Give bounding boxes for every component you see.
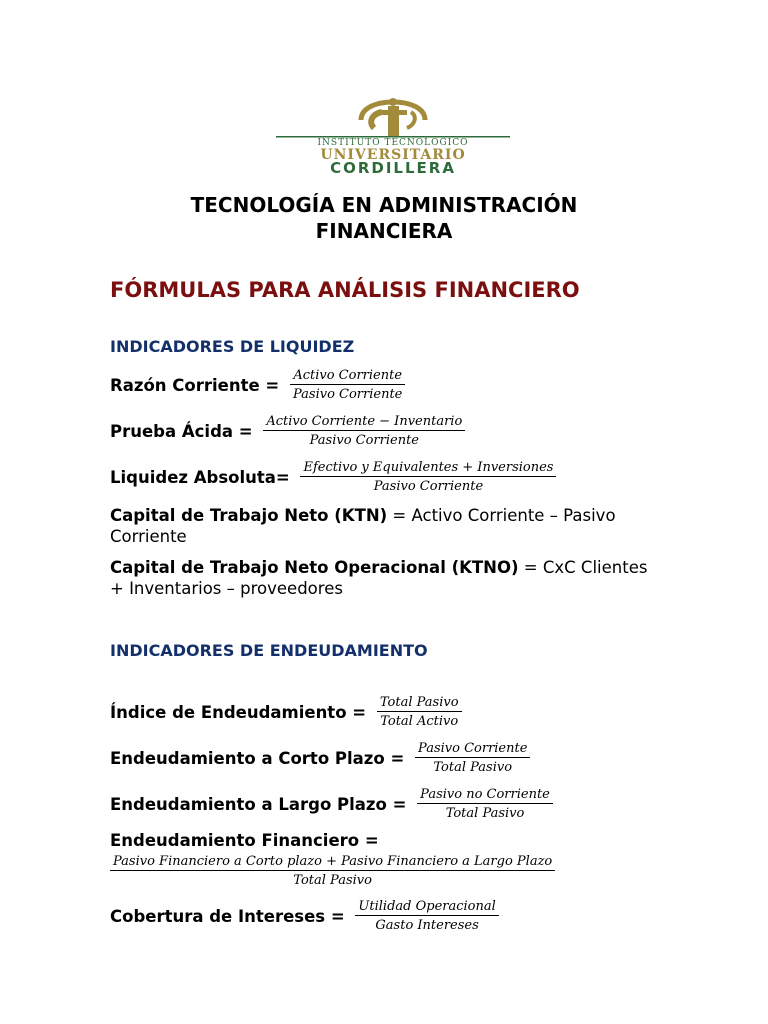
formula-text: = Activo Corriente – Pasivo Corriente: [110, 506, 616, 546]
denominator: Total Pasivo: [293, 873, 372, 888]
fraction: [417, 787, 553, 821]
fraction: [377, 695, 462, 729]
formula-label: Endeudamiento Financiero =: [110, 831, 379, 850]
document-title: [110, 192, 658, 244]
numerator: Activo Corriente − Inventario: [263, 414, 465, 431]
formula-prueba-acida: [110, 414, 465, 448]
formula-razon-corriente: [110, 368, 405, 402]
formula-liquidez-absoluta: [110, 460, 556, 494]
numerator: Pasivo Financiero a Corto plazo + Pasivo Financiero a Largo Plazo: [110, 854, 555, 871]
numerator: Pasivo no Corriente: [417, 787, 553, 804]
title-line-1: TECNOLOGÍA EN ADMINISTRACIÓN: [190, 193, 578, 217]
formula-label: Razón Corriente =: [110, 375, 285, 395]
fraction: [300, 460, 556, 494]
denominator: Total Pasivo: [433, 760, 513, 775]
debt-section-heading: INDICADORES DE ENDEUDAMIENTO: [110, 641, 428, 660]
logo-line-1: INSTITUTO TECNOLÓGICO: [317, 138, 469, 148]
formula-label: Capital de Trabajo Neto Operacional (KTNO): [110, 558, 519, 577]
logo-line-2: UNIVERSITARIO: [320, 147, 466, 163]
institute-logo: [276, 98, 510, 176]
numerator: Efectivo y Equivalentes + Inversiones: [300, 460, 556, 477]
numerator: Utilidad Operacional: [355, 899, 498, 916]
denominator: Total Pasivo: [445, 806, 525, 821]
liquidity-section-heading: INDICADORES DE LIQUIDEZ: [110, 337, 355, 356]
main-heading: FÓRMULAS PARA ANÁLISIS FINANCIERO: [110, 278, 580, 302]
fraction: [110, 854, 555, 888]
numerator: Activo Corriente: [290, 368, 405, 385]
formula-ktno: [110, 557, 650, 599]
formula-text: = CxC Clientes + Inventarios – proveedores: [110, 558, 648, 598]
denominator: Pasivo Corriente: [309, 433, 419, 448]
fraction: [290, 368, 405, 402]
fraction: [415, 741, 530, 775]
fraction: [263, 414, 465, 448]
formula-endeudamiento-financiero: [110, 831, 555, 888]
formula-endeudamiento-corto: [110, 741, 530, 775]
formula-cobertura-intereses: [110, 899, 499, 933]
numerator: Pasivo Corriente: [415, 741, 530, 758]
numerator: Total Pasivo: [377, 695, 462, 712]
fraction: [355, 899, 498, 933]
denominator: Total Activo: [380, 714, 459, 729]
logo-line-3: CORDILLERA: [330, 159, 456, 177]
formula-label: Índice de Endeudamiento =: [110, 702, 372, 722]
logo-emblem-icon: [276, 98, 510, 138]
formula-label: Endeudamiento a Corto Plazo =: [110, 748, 411, 768]
formula-label: Cobertura de Intereses =: [110, 906, 351, 926]
denominator: Gasto Intereses: [375, 918, 479, 933]
title-line-2: FINANCIERA: [315, 219, 453, 243]
formula-ktn: [110, 505, 650, 547]
formula-label: Liquidez Absoluta=: [110, 467, 296, 487]
formula-label: Prueba Ácida =: [110, 421, 259, 441]
formula-endeudamiento-largo: [110, 787, 553, 821]
formula-indice-endeudamiento: [110, 695, 462, 729]
formula-label: Capital de Trabajo Neto (KTN): [110, 506, 388, 525]
formula-label: Endeudamiento a Largo Plazo =: [110, 794, 413, 814]
denominator: Pasivo Corriente: [373, 479, 484, 494]
denominator: Pasivo Corriente: [292, 387, 403, 402]
